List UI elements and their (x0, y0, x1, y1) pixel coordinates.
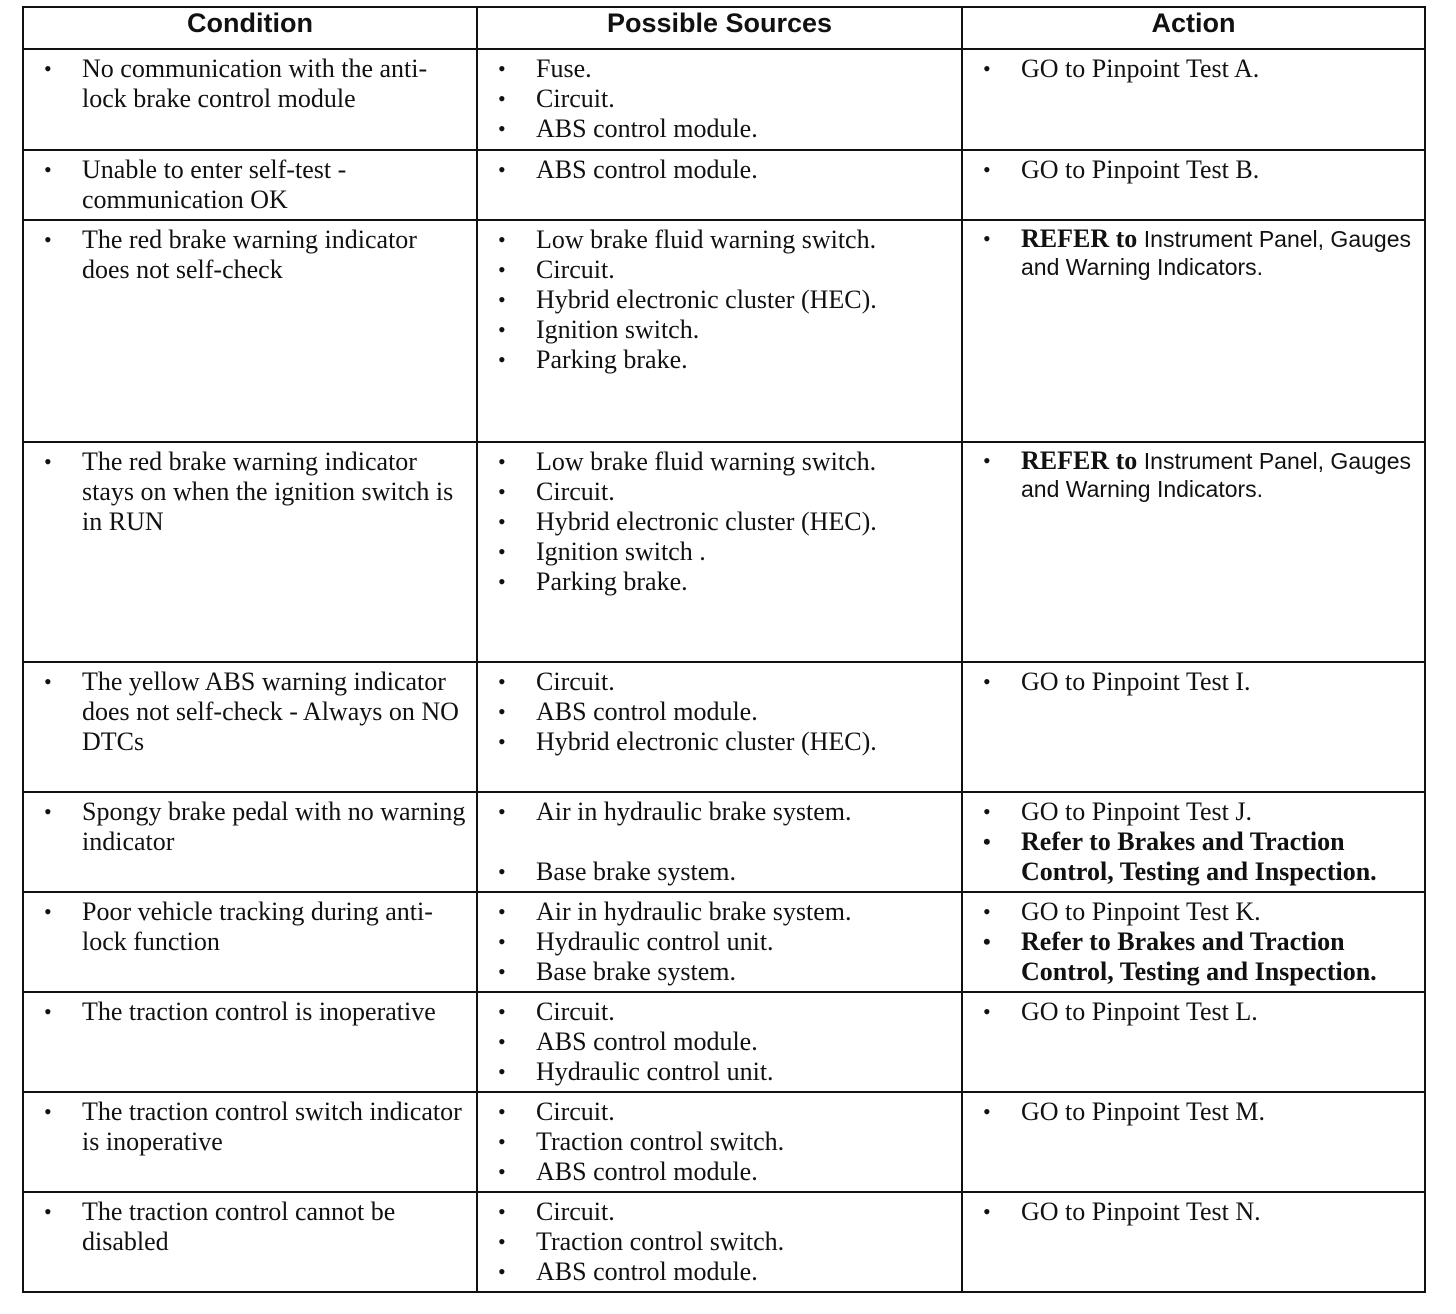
source-item: • Base brake system. (482, 857, 955, 887)
source-item: • ABS control module. (482, 1027, 955, 1057)
source-item: • Hybrid electronic cluster (HEC). (482, 285, 955, 315)
sources-header: Possible Sources (477, 7, 962, 49)
source-item: • Hybrid electronic cluster (HEC). (482, 727, 955, 757)
action-cell (962, 1092, 1425, 1192)
header-row (23, 7, 1425, 49)
condition-text: • The red brake warning indicator stays on when the ignition switch is in RUN (28, 447, 470, 537)
table-row (23, 1092, 1425, 1192)
action-prefix: REFER to (1021, 224, 1138, 253)
source-item: • Parking brake. (482, 345, 955, 375)
source-item: • Air in hydraulic brake system. (482, 897, 955, 927)
action-text (967, 225, 1418, 281)
table-row (23, 49, 1425, 150)
source-item: • Circuit. (482, 255, 955, 285)
source-item: • Air in hydraulic brake system. (482, 797, 955, 827)
action-cell (962, 49, 1425, 150)
condition-cell (23, 892, 477, 992)
condition-cell (23, 792, 477, 892)
condition-text: • No communication with the anti-lock brake control module (28, 54, 470, 114)
sources-cell (477, 49, 962, 150)
action-prefix: REFER to (1021, 446, 1138, 475)
sources-cell (477, 992, 962, 1092)
table-row (23, 1192, 1425, 1292)
condition-text: • The yellow ABS warning indicator does not self-check - Always on NO DTCs (28, 667, 470, 757)
action-cell (962, 220, 1425, 442)
table-row (23, 220, 1425, 442)
source-item: • Hybrid electronic cluster (HEC). (482, 507, 955, 537)
table-row (23, 662, 1425, 792)
action-header: Action (962, 7, 1425, 49)
source-item: • Fuse. (482, 54, 955, 84)
action-text: • GO to Pinpoint Test M. (967, 1097, 1418, 1127)
source-item: • Traction control switch. (482, 1127, 955, 1157)
table-row (23, 992, 1425, 1092)
action-cell (962, 662, 1425, 792)
condition-text: • The traction control switch indicator is inoperative (28, 1097, 470, 1157)
action-text (967, 447, 1418, 503)
source-item: • Circuit. (482, 1097, 955, 1127)
action-text: • GO to Pinpoint Test L. (967, 997, 1418, 1027)
source-item: • ABS control module. (482, 697, 955, 727)
action-text: • GO to Pinpoint Test K. (967, 897, 1418, 927)
sources-cell (477, 220, 962, 442)
condition-header: Condition (23, 7, 477, 49)
source-item: • Base brake system. (482, 957, 955, 987)
source-item: • Low brake fluid warning switch. (482, 225, 955, 255)
action-text: • GO to Pinpoint Test A. (967, 54, 1418, 84)
condition-text: • Unable to enter self-test - communication OK (28, 155, 470, 215)
condition-text: • The traction control is inoperative (28, 997, 470, 1027)
sources-cell (477, 150, 962, 220)
source-item: • Hydraulic control unit. (482, 927, 955, 957)
source-item: • Circuit. (482, 997, 955, 1027)
table-row (23, 442, 1425, 662)
condition-cell (23, 49, 477, 150)
action-text: • GO to Pinpoint Test B. (967, 155, 1418, 185)
source-item: • Circuit. (482, 1197, 955, 1227)
action-cell (962, 792, 1425, 892)
sources-cell (477, 1192, 962, 1292)
action-reference: Instrument Panel, Gauges and Warning Indicators. (1021, 448, 1411, 502)
condition-cell (23, 150, 477, 220)
condition-text: • The red brake warning indicator does not self-check (28, 225, 470, 285)
source-item: • ABS control module. (482, 155, 955, 185)
source-item: • Parking brake. (482, 567, 955, 597)
action-text: • GO to Pinpoint Test I. (967, 667, 1418, 697)
sources-cell (477, 892, 962, 992)
table-row (23, 150, 1425, 220)
condition-cell (23, 992, 477, 1092)
action-cell (962, 150, 1425, 220)
action-reference: Instrument Panel, Gauges and Warning Indicators. (1021, 226, 1411, 280)
sources-cell (477, 792, 962, 892)
condition-cell (23, 220, 477, 442)
source-item: • Low brake fluid warning switch. (482, 447, 955, 477)
source-item: • ABS control module. (482, 114, 955, 144)
action-text: • GO to Pinpoint Test N. (967, 1197, 1418, 1227)
source-item: • Hydraulic control unit. (482, 1057, 955, 1087)
source-item: • Circuit. (482, 84, 955, 114)
source-item: • ABS control module. (482, 1157, 955, 1187)
diagnosis-table (22, 6, 1426, 1293)
condition-cell (23, 662, 477, 792)
source-item: • ABS control module. (482, 1257, 955, 1287)
action-cell (962, 442, 1425, 662)
action-text: • GO to Pinpoint Test J. (967, 797, 1418, 827)
source-item: • Circuit. (482, 667, 955, 697)
action-cell (962, 992, 1425, 1092)
condition-text: • Spongy brake pedal with no warning indicator (28, 797, 470, 857)
sources-cell (477, 442, 962, 662)
condition-text: • Poor vehicle tracking during anti-lock function (28, 897, 470, 957)
source-item: • Traction control switch. (482, 1227, 955, 1257)
condition-text: • The traction control cannot be disabled (28, 1197, 470, 1257)
condition-cell (23, 1092, 477, 1192)
action-cell (962, 1192, 1425, 1292)
action-reference: • Refer to Brakes and Traction Control, Testing and Inspection. (967, 827, 1418, 887)
action-cell (962, 892, 1425, 992)
condition-cell (23, 1192, 477, 1292)
action-reference: • Refer to Brakes and Traction Control, Testing and Inspection. (967, 927, 1418, 987)
table-row (23, 792, 1425, 892)
condition-cell (23, 442, 477, 662)
sources-cell (477, 1092, 962, 1192)
sources-cell (477, 662, 962, 792)
table-row (23, 892, 1425, 992)
source-item: • Circuit. (482, 477, 955, 507)
source-item: • Ignition switch. (482, 315, 955, 345)
source-item: • Ignition switch . (482, 537, 955, 567)
